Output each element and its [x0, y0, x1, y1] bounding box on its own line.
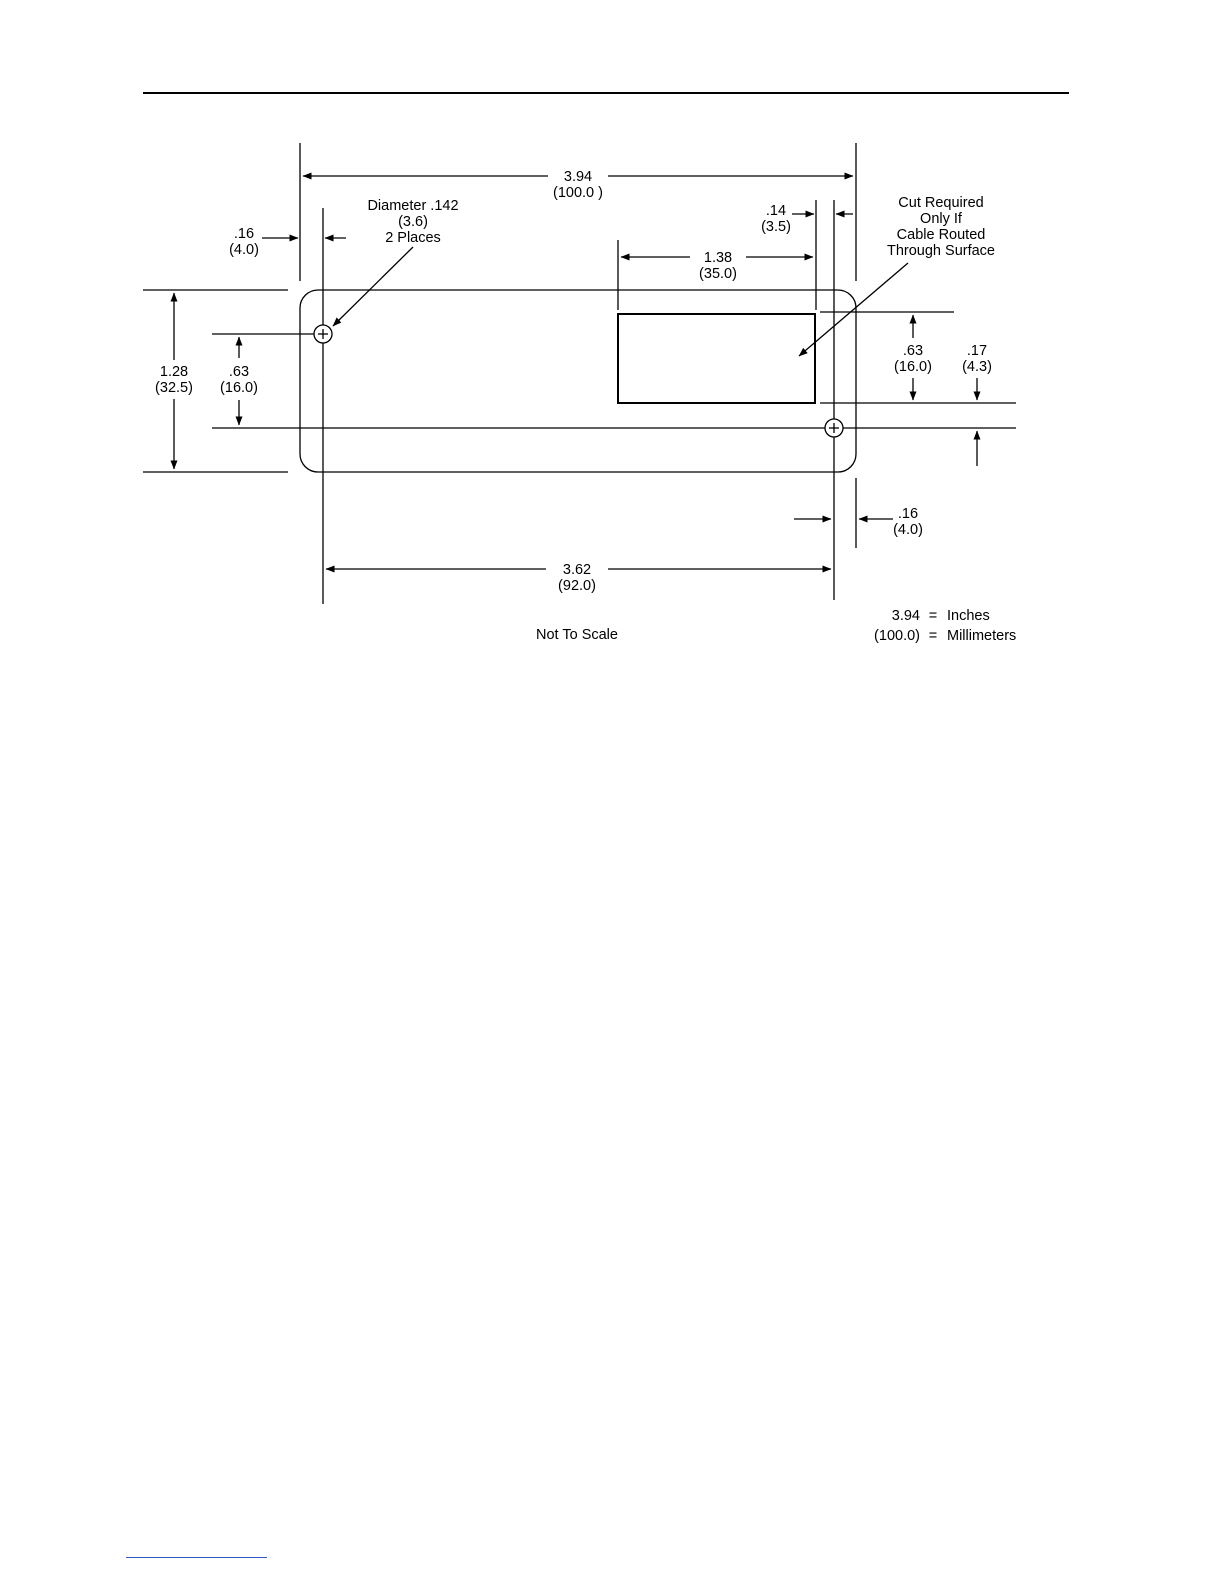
hole-spec-callout — [333, 198, 459, 326]
mounting-hole-right — [825, 419, 843, 437]
footer-rule — [126, 1557, 267, 1558]
legend-mm-value: (100.0) — [874, 628, 920, 644]
cutout-height-mm: (16.0) — [894, 359, 932, 375]
cutout-note-line3: Cable Routed — [896, 227, 986, 243]
left-offset-in: .16 — [233, 226, 255, 242]
hole-spacing-mm: (92.0) — [558, 578, 596, 594]
legend-inches-value: 3.94 — [891, 608, 920, 624]
cutout-note-line4: Through Surface — [886, 243, 996, 259]
legend-mm-label: Millimeters — [947, 628, 1017, 644]
dim-left-edge-offset — [229, 226, 346, 258]
overall-height-mm: (32.5) — [155, 380, 193, 396]
dim-cutout-width — [621, 250, 813, 282]
right-offset-top-mm: (3.5) — [761, 219, 791, 235]
mounting-hole-left — [314, 325, 332, 343]
dim-right-edge-offset-top — [761, 203, 853, 235]
cutout-to-hole-in: .17 — [966, 343, 988, 359]
cutout-width-in: 1.38 — [703, 250, 733, 266]
overall-height-in: 1.28 — [159, 364, 189, 380]
units-legend — [874, 608, 1016, 644]
extension-lines — [143, 143, 1016, 604]
hole-spec-line3: 2 Places — [385, 230, 441, 246]
not-to-scale-note: Not To Scale — [536, 627, 618, 643]
hole-spec-line1: Diameter .142 — [367, 198, 459, 214]
hole-spacing-in: 3.62 — [562, 562, 592, 578]
cable-cutout — [618, 314, 815, 403]
right-offset-top-in: .14 — [765, 203, 787, 219]
dim-cutout-height — [894, 315, 932, 400]
cutout-note-line2: Only If — [920, 211, 962, 227]
plate-outline — [300, 290, 856, 472]
legend-inches-label: Inches — [947, 608, 990, 624]
legend-inches-eq: = — [928, 608, 938, 624]
overall-width-in: 3.94 — [563, 169, 593, 185]
cutout-note-callout — [799, 195, 995, 356]
legend-mm-eq: = — [928, 628, 938, 644]
dim-hole-vertical-spacing — [220, 337, 258, 425]
hole-vspacing-in: .63 — [228, 364, 250, 380]
right-offset-bottom-mm: (4.0) — [893, 522, 923, 538]
overall-width-mm: (100.0 ) — [553, 185, 603, 201]
dim-right-edge-offset-bottom — [794, 506, 923, 538]
cutout-width-mm: (35.0) — [699, 266, 737, 282]
hole-spec-line2: (3.6) — [398, 214, 428, 230]
cutout-to-hole-mm: (4.3) — [962, 359, 992, 375]
dim-cutout-to-hole — [962, 343, 992, 466]
cutout-height-in: .63 — [902, 343, 924, 359]
dim-overall-width — [303, 169, 853, 201]
left-offset-mm: (4.0) — [229, 242, 259, 258]
cutout-note-line1: Cut Required — [898, 195, 984, 211]
hole-vspacing-mm: (16.0) — [220, 380, 258, 396]
right-offset-bottom-in: .16 — [897, 506, 919, 522]
dim-overall-height — [155, 293, 193, 469]
dim-hole-spacing — [326, 562, 831, 594]
